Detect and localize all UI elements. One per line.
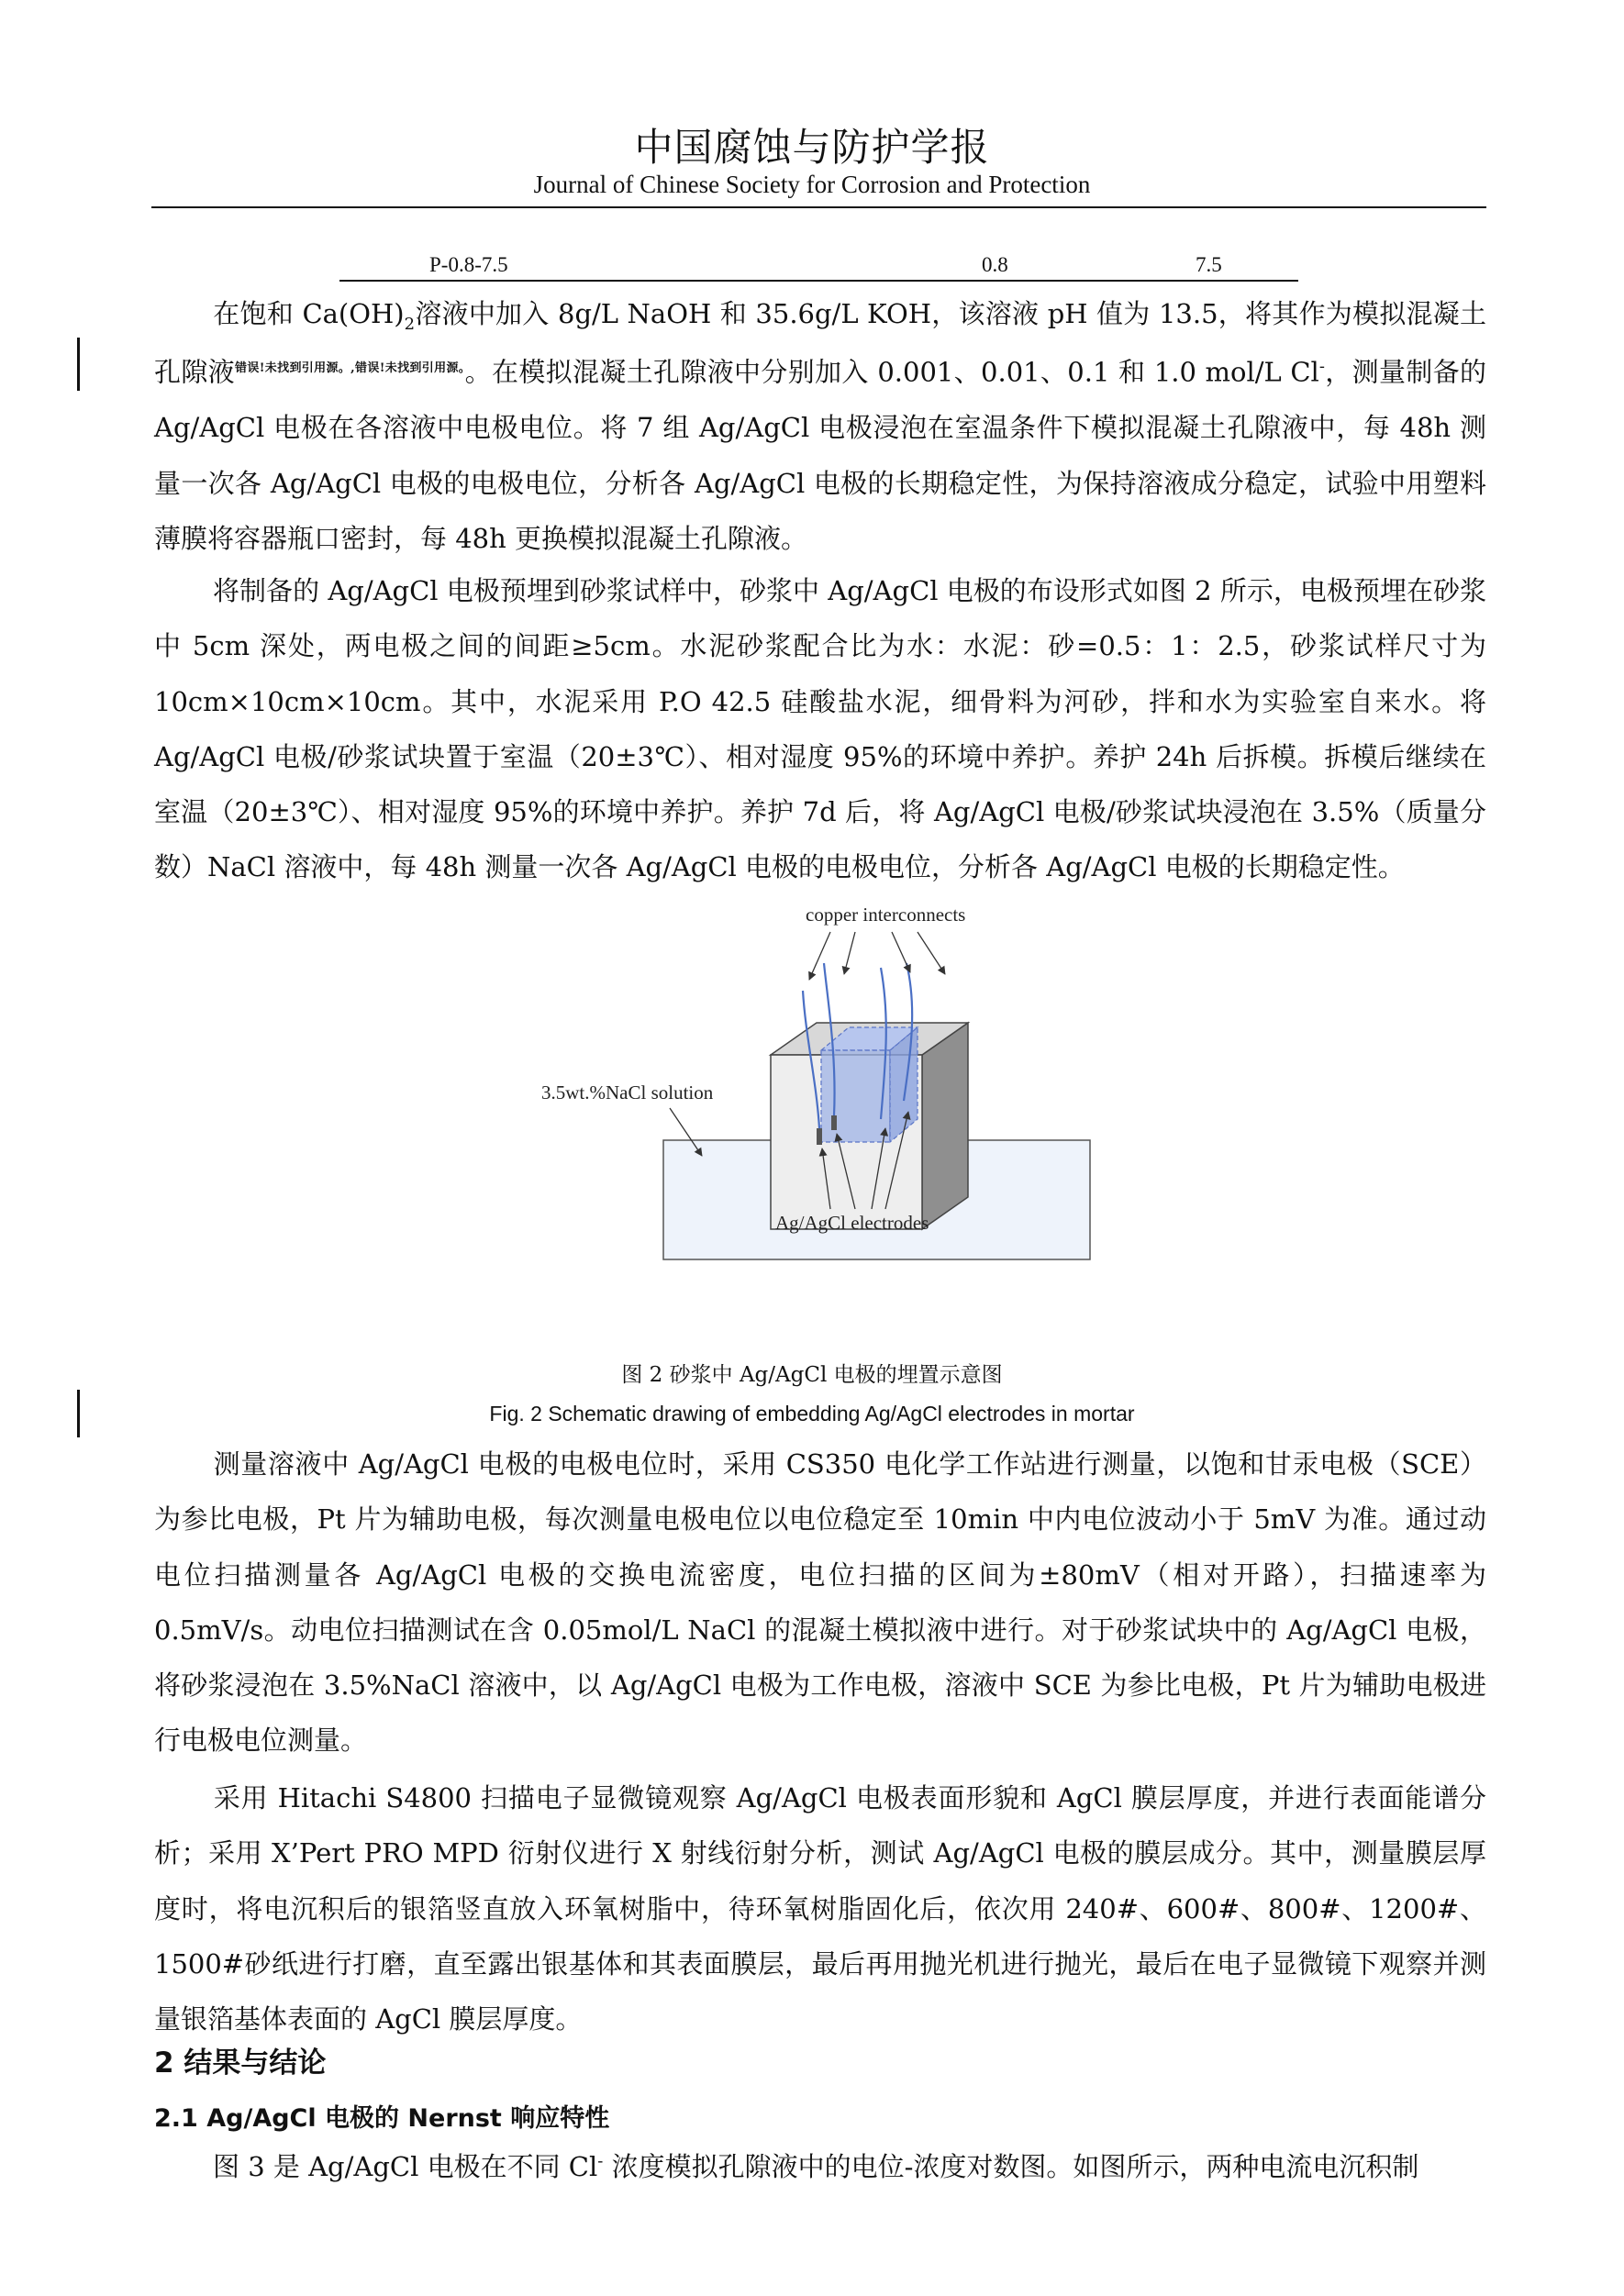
journal-title-cn: 中国腐蚀与防护学报 (634, 125, 990, 170)
table-cell-label: P-0.8-7.5 (429, 253, 508, 276)
paragraph-nernst-response: 图 3 是 Ag/AgCl 电极在不同 Cl- 浓度模拟孔隙液中的电位-浓度对数图。如图所示，两种电流电沉积制 (213, 2151, 1419, 2182)
table-bottom-rule (339, 280, 1298, 282)
paragraph-sem-xrd: 采用 Hitachi S4800 扫描电子显微镜观察 Ag/AgCl 电极表面形貌和 AgCl 膜层厚度，并进行表面能谱分析；采用 X’Pert PRO MPD 衍射仪进行 X 射线衍射分析，测试 Ag/AgCl 电极的膜层成分。其中，测量膜层厚度时，将电沉积后的银箔竖直放入环氧树脂中，待环氧树脂固化后，依次用 240#、600#、800#、1200#、1500#砂纸进行打磨，直至露出银基体和其表面膜层，最后再用抛光机进行抛光，最后在电子显微镜下观察并测量银箔基体表面的 AgCl 膜层厚度。 (154, 1782, 1486, 2035)
figure-caption-en: Fig. 2 Schematic drawing of embedding Ag/AgCl electrodes in mortar (489, 1402, 1135, 1425)
journal-title-en: Journal of Chinese Society for Corrosion and Protection (533, 171, 1091, 198)
section-heading: 2 结果与结论 (154, 2046, 327, 2080)
mortar-block-side (922, 1023, 968, 1229)
paragraph-mortar-embedding: 将制备的 Ag/AgCl 电极预埋到砂浆试样中，砂浆中 Ag/AgCl 电极的布设形式如图 2 所示，电极预埋在砂浆中 5cm 深处，两电极之间的间距≥5cm。水泥砂浆配合比为水：水泥：砂=0.5：1：2.5，砂浆试样尺寸为 10cm×10cm×10cm。其中，水泥采用 P.O 42.5 硅酸盐水泥，细骨料为河砂，拌和水为实验室自来水。将 Ag/AgCl 电极/砂浆试块置于室温（20±3℃）、相对湿度 95%的环境中养护。养护 24h 后拆模。拆模后继续在室温（20±3℃）、相对湿度 95%的环境中养护。养护 7d 后，将 Ag/AgCl 电极/砂浆试块浸泡在 3.5%（质量分数）NaCl 溶液中，每 48h 测量一次各 Ag/AgCl 电极的电极电位，分析各 Ag/AgCl 电极的长期稳定性。 (154, 575, 1486, 883)
label-nacl-solution: 3.5wt.%NaCl solution (541, 1081, 714, 1104)
change-bar (77, 338, 80, 391)
reference-error-note: 错误!未找到引用源。,错误!未找到引用源。 (235, 361, 465, 376)
ag-agcl-electrode (817, 1128, 822, 1145)
table-cell-col1: 0.8 (982, 253, 1008, 276)
header-rule (151, 206, 1486, 208)
table-cell-col2: 7.5 (1196, 253, 1222, 276)
ag-agcl-electrode (831, 1115, 837, 1130)
label-copper-interconnects: copper interconnects (806, 904, 966, 926)
paragraph-potential-measurement: 测量溶液中 Ag/AgCl 电极的电极电位时，采用 CS350 电化学工作站进行测量，以饱和甘汞电极（SCE）为参比电极，Pt 片为辅助电极，每次测量电极电位以电位稳定至 10min 中内电位波动小于 5mV 为准。通过动电位扫描测量各 Ag/AgCl 电极的交换电流密度，电位扫描的区间为±80mV（相对开路），扫描速率为 0.5mV/s。动电位扫描测试在含 0.05mol/L NaCl 的混凝土模拟液中进行。对于砂浆试块中的 Ag/AgCl 电极，将砂浆浸泡在 3.5%NaCl 溶液中，以 Ag/AgCl 电极为工作电极，溶液中 SCE 为参比电极，Pt 片为辅助电极进行电极电位测量。 (154, 1448, 1486, 1757)
figure-embedding-schematic (514, 899, 1119, 1266)
subsection-heading: 2.1 Ag/AgCl 电极的 Nernst 响应特性 (154, 2104, 610, 2133)
label-ag-agcl-electrodes: Ag/AgCl electrodes (775, 1212, 929, 1234)
figure-caption-cn: 图 2 砂浆中 Ag/AgCl 电极的埋置示意图 (621, 1363, 1003, 1387)
paragraph-solution-prep: 在饱和 $Ca(OH)_2$溶液中加入 8g/L NaOH 和 35.6g/L KOH，该溶液 pH 值为 13.5，将其作为模拟混凝土孔隙液$^{错误!未找到引用源。,错误!未找到引用源。}$。在模拟混凝土孔隙液中分别加入 0.001、0.01、0.1 和 1.0 mol/L Cl-，测量制备的 Ag/AgCl 电极在各溶液中电极电位。将 7 组 Ag/AgCl 电极浸泡在室温条件下模拟混凝土孔隙液中，每 48h 测量一次各 Ag/AgCl 电极的电极电位，分析各 Ag/AgCl 电极的长期稳定性，为保持溶液成分稳定，试验中用塑料薄膜将容器瓶口密封，每 48h 更换模拟混凝土孔隙液。 (154, 298, 1487, 554)
